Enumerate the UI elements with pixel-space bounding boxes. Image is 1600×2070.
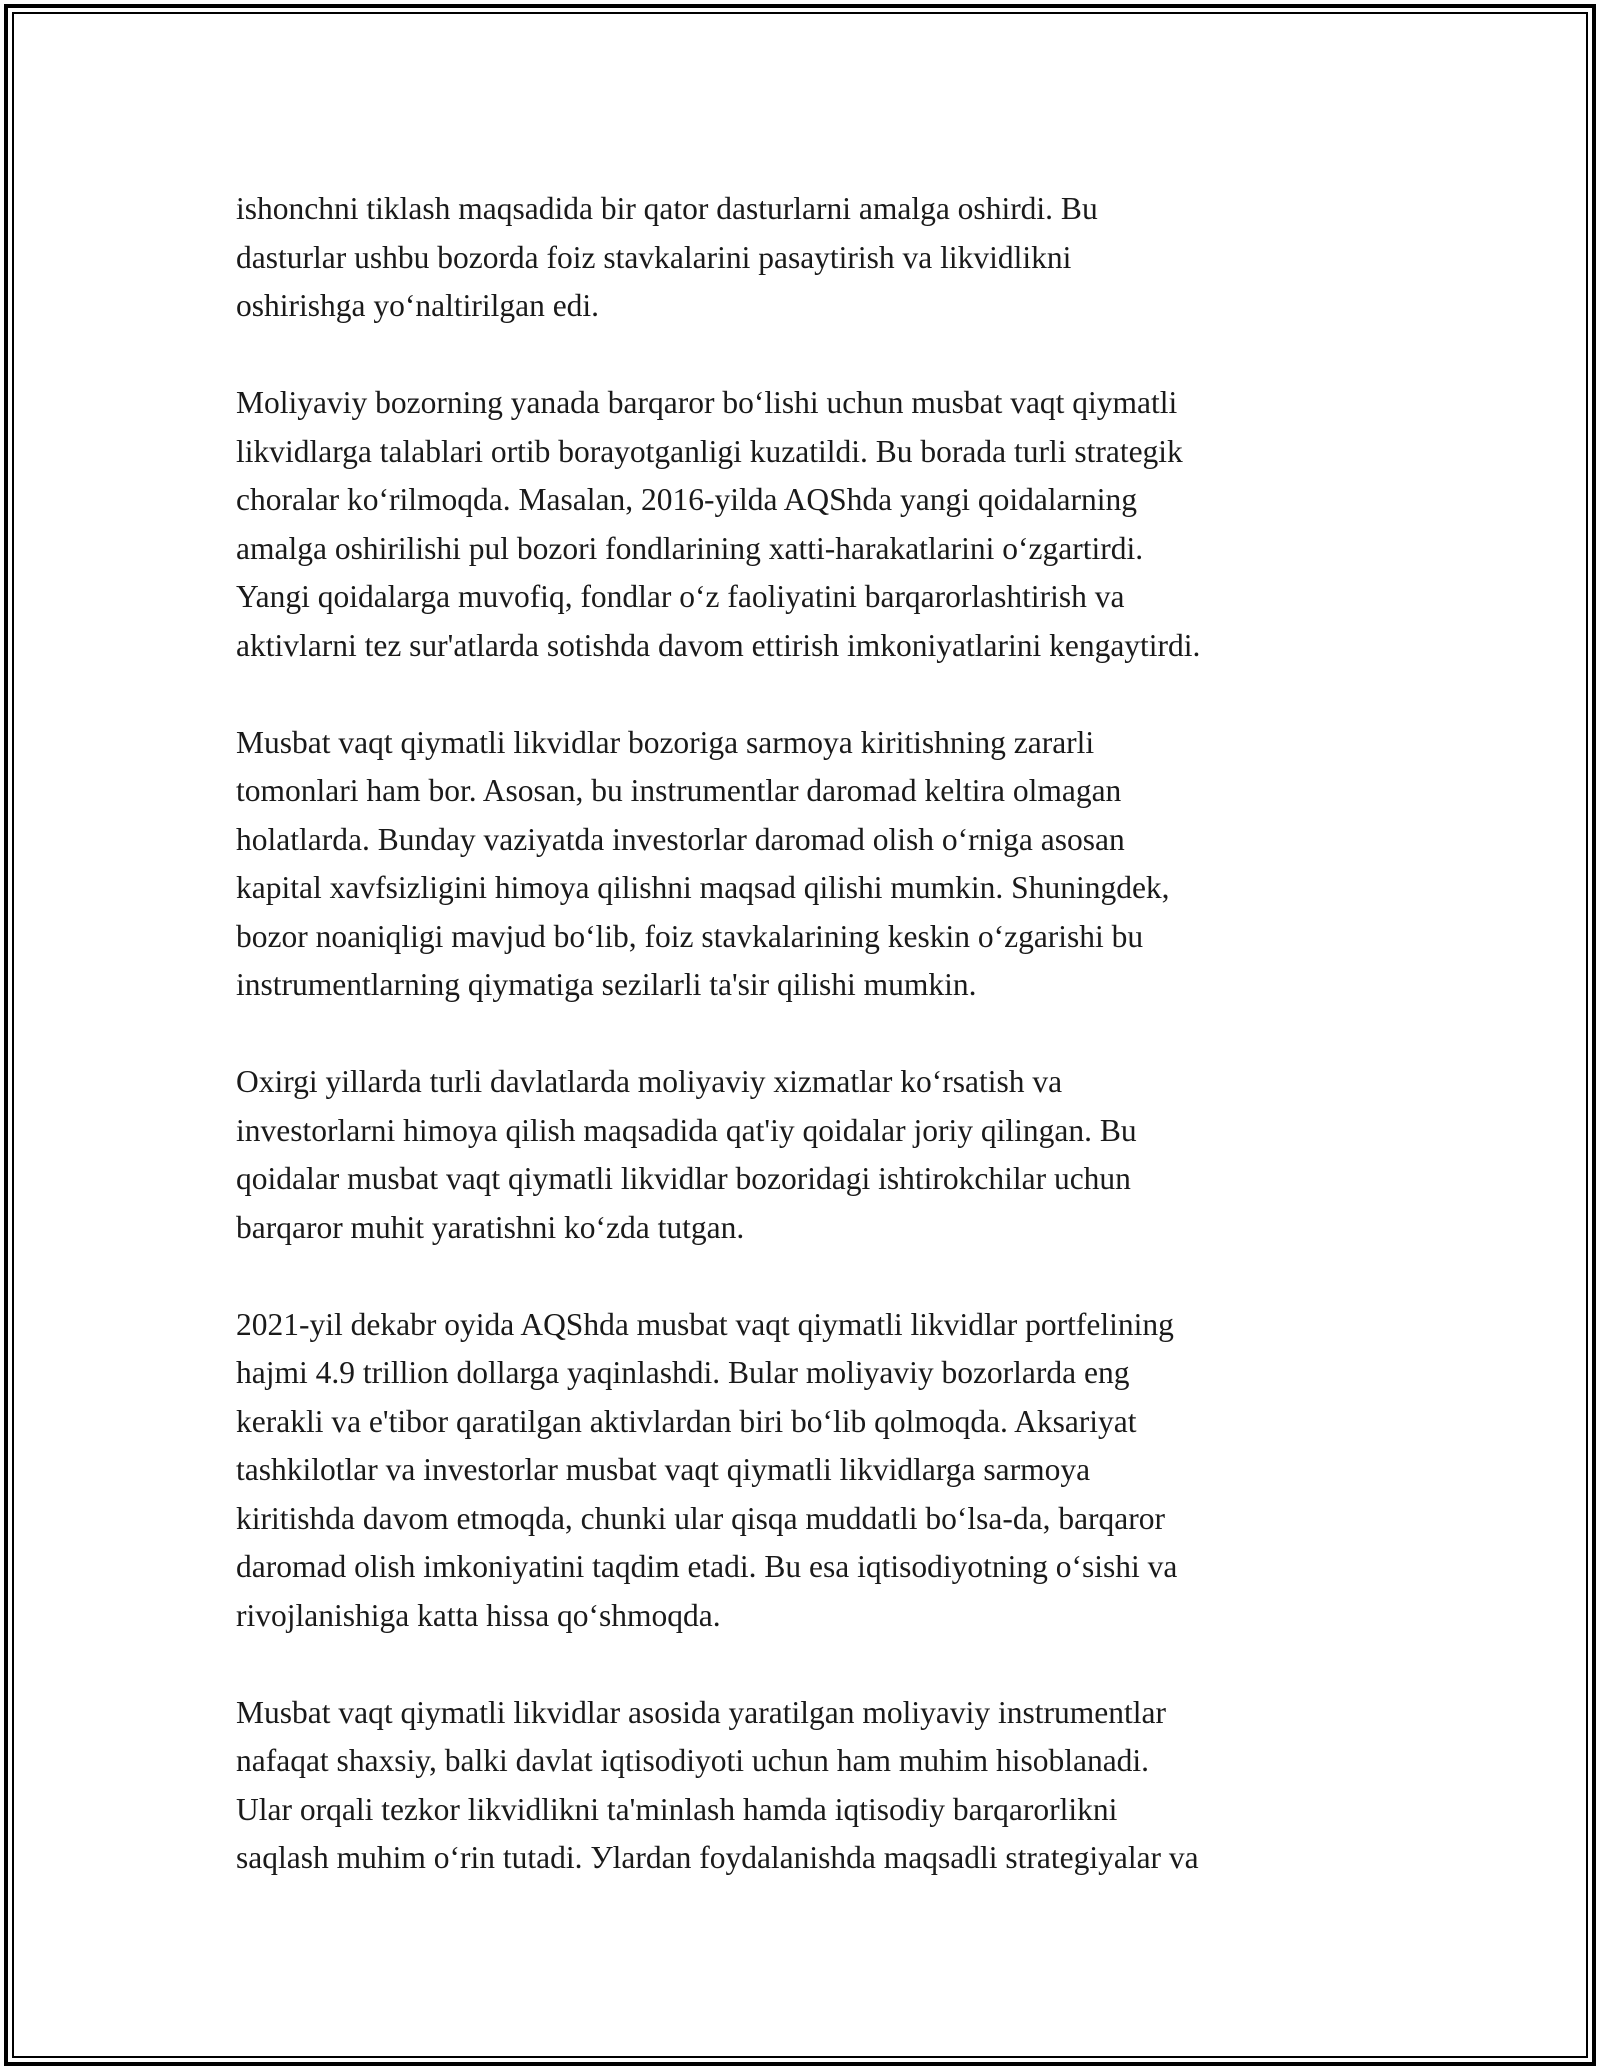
text-line: Yangi qoidalarga muvofiq, fondlar o‘z faoliyatini barqarorlashtirish va	[236, 579, 1125, 614]
text-line: ishonchni tiklash maqsadida bir qator dasturlarni amalga oshirdi. Bu	[236, 191, 1098, 226]
paragraph-2	[236, 379, 1366, 670]
text-line: likvidlarga talablari ortib borayotganligi kuzatildi. Bu borada turli strategik	[236, 433, 1183, 469]
text-line: amalga oshirilishi pul bozori fondlarining xatti-harakatlarini o‘zgartirdi.	[236, 530, 1144, 566]
text-line: nafaqat shaxsiy, balki davlat iqtisodiyoti uchun ham muhim hisoblanadi.	[236, 1743, 1150, 1778]
paragraph-4	[236, 1058, 1366, 1252]
paragraph-6	[236, 1689, 1366, 1883]
text-line: Oxirgi yillarda turli davlatlarda moliyaviy xizmatlar ko‘rsatish va	[236, 1064, 1063, 1099]
paragraph-5	[236, 1301, 1366, 1641]
text-line: tomonlari ham bor. Asosan, bu instrumentlar daromad keltira olmagan	[236, 773, 1122, 808]
text-line: tashkilotlar va investorlar musbat vaqt qiymatli likvidlarga sarmoya	[236, 1452, 1091, 1487]
text-line: saqlash muhim o‘rin tutadi. Уlardan foydalanishda maqsadli strategiyalar va	[236, 1840, 1199, 1875]
text-line: investorlarni himoya qilish maqsadida qat'iy qoidalar joriy qilingan. Bu	[236, 1112, 1137, 1148]
text-line: dasturlar ushbu bozorda foiz stavkalarini pasaytirish va likvidlikni	[236, 239, 1072, 275]
text-line: kerakli va e'tibor qaratilgan aktivlardan biri bo‘lib qolmoqda. Aksariyat	[236, 1403, 1137, 1439]
paragraph-1	[236, 185, 1366, 331]
text-line: qoidalar musbat vaqt qiymatli likvidlar bozoridagi ishtirokchilar uchun	[236, 1161, 1131, 1196]
text-line: 2021-yil dekabr oyida AQShda musbat vaqt qiymatli likvidlar portfelining	[236, 1306, 1174, 1342]
text-line: choralar ko‘rilmoqda. Masalan, 2016-yilda AQShda yangi qoidalarning	[236, 482, 1138, 517]
text-line: daromad olish imkoniyatini taqdim etadi. Bu esa iqtisodiyotning o‘sishi va	[236, 1549, 1178, 1584]
text-line: bozor noaniqligi mavjud bo‘lib, foiz stavkalarining keskin o‘zgarishi bu	[236, 918, 1144, 954]
text-line: Moliyaviy bozorning yanada barqaror bo‘lishi uchun musbat vaqt qiymatli	[236, 385, 1178, 420]
text-line: instrumentlarning qiymatiga sezilarli ta'sir qilishi mumkin.	[236, 967, 977, 1002]
text-line: Musbat vaqt qiymatli likvidlar bozoriga sarmoya kiritishning zararli	[236, 724, 1095, 760]
text-line: kiritishda davom etmoqda, chunki ular qisqa muddatli bo‘lsa-da, barqaror	[236, 1500, 1166, 1536]
text-line: barqaror muhit yaratishni ko‘zda tutgan.	[236, 1209, 745, 1245]
text-line: kapital xavfsizligini himoya qilishni maqsad qilishi mumkin. Shuningdek,	[236, 870, 1170, 905]
text-line: oshirishga yo‘naltirilgan edi.	[236, 288, 600, 323]
text-line: Ular orqali tezkor likvidlikni ta'minlash hamda iqtisodiy barqarorlikni	[236, 1791, 1118, 1827]
paragraph-3	[236, 719, 1366, 1010]
text-line: aktivlarni tez sur'atlarda sotishda davom ettirish imkoniyatlarini kengaytirdi.	[236, 627, 1201, 663]
text-line: Musbat vaqt qiymatli likvidlar asosida yaratilgan moliyaviy instrumentlar	[236, 1694, 1166, 1730]
text-line: hajmi 4.9 trillion dollarga yaqinlashdi. Bular moliyaviy bozorlarda eng	[236, 1355, 1130, 1390]
text-line: holatlarda. Bunday vaziyatda investorlar daromad olish o‘rniga asosan	[236, 821, 1125, 857]
document-body	[236, 185, 1366, 1931]
text-line: rivojlanishiga katta hissa qo‘shmoqda.	[236, 1597, 721, 1633]
